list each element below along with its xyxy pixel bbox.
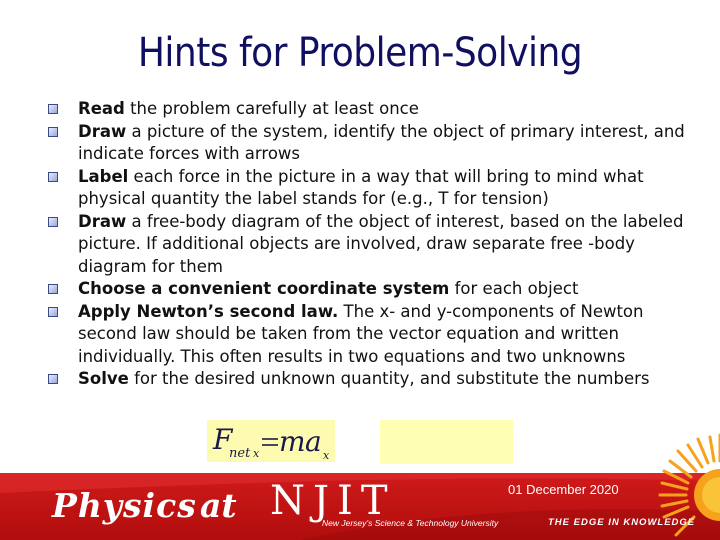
formula-sub-x2: x xyxy=(323,449,330,461)
formula-f: F xyxy=(213,423,233,456)
highlight-box xyxy=(380,420,513,464)
hint-keyword: Choose a convenient coordinate system xyxy=(78,279,450,298)
formula-sub-x1: x xyxy=(253,447,260,460)
slide-date: 01 December 2020 xyxy=(508,482,619,497)
hint-keyword: Solve xyxy=(78,369,129,388)
hint-keyword: Draw xyxy=(78,121,127,141)
hint-text: for each object xyxy=(449,279,579,298)
hint-text: a free-body diagram of the object of interest, based on the labeled picture. If additional objects are involved, draw separate free -body diagram for them xyxy=(78,211,684,276)
newton-formula xyxy=(207,420,335,462)
bullet-square-icon xyxy=(48,104,58,114)
hint-item xyxy=(56,211,706,279)
hint-text: a picture of the system, identify the object of primary interest, and indicate forces with arrows xyxy=(78,121,685,163)
hint-item xyxy=(56,98,706,121)
formula-sub-net: net xyxy=(229,446,251,461)
bullet-square-icon xyxy=(48,127,58,137)
hint-keyword: Draw xyxy=(78,211,127,231)
bullet-square-icon xyxy=(48,374,58,384)
hint-item xyxy=(56,166,706,211)
university-tagline: New Jersey’s Science & Technology University xyxy=(322,518,499,528)
formula-image xyxy=(209,421,333,461)
formula-m: m xyxy=(279,425,306,458)
hint-keyword: Apply Newton’s second law. xyxy=(78,301,339,321)
bullet-square-icon xyxy=(48,307,58,317)
hint-text: the problem carefully at least once xyxy=(124,99,419,118)
hint-item xyxy=(56,368,706,391)
bullet-square-icon xyxy=(48,284,58,294)
hint-item xyxy=(56,278,706,301)
hint-text: each force in the picture in a way that will bring to mind what physical quantity the label stands for (e.g., T for tension) xyxy=(78,166,644,208)
hint-item xyxy=(56,301,706,369)
slide-title: Hints for Problem-Solving xyxy=(137,30,583,76)
edge-tagline: THE EDGE IN KNOWLEDGE xyxy=(548,517,696,528)
hint-list xyxy=(56,98,706,391)
formula-a: a xyxy=(305,425,322,458)
physics-wordmark: Physics xyxy=(52,486,197,525)
njit-logo: NJIT xyxy=(270,478,396,524)
bullet-square-icon xyxy=(48,172,58,182)
hint-text: for the desired unknown quantity, and substitute the numbers xyxy=(128,369,650,388)
hint-keyword: Read xyxy=(78,99,125,118)
hint-text: The x- and y-components of Newton second law should be taken from the vector equation and written individually. This often results in two equations and two unknowns xyxy=(78,301,644,366)
at-wordmark: at xyxy=(200,486,237,525)
bullet-square-icon xyxy=(48,217,58,227)
hint-keyword: Label xyxy=(78,166,129,186)
hint-item xyxy=(56,121,706,166)
